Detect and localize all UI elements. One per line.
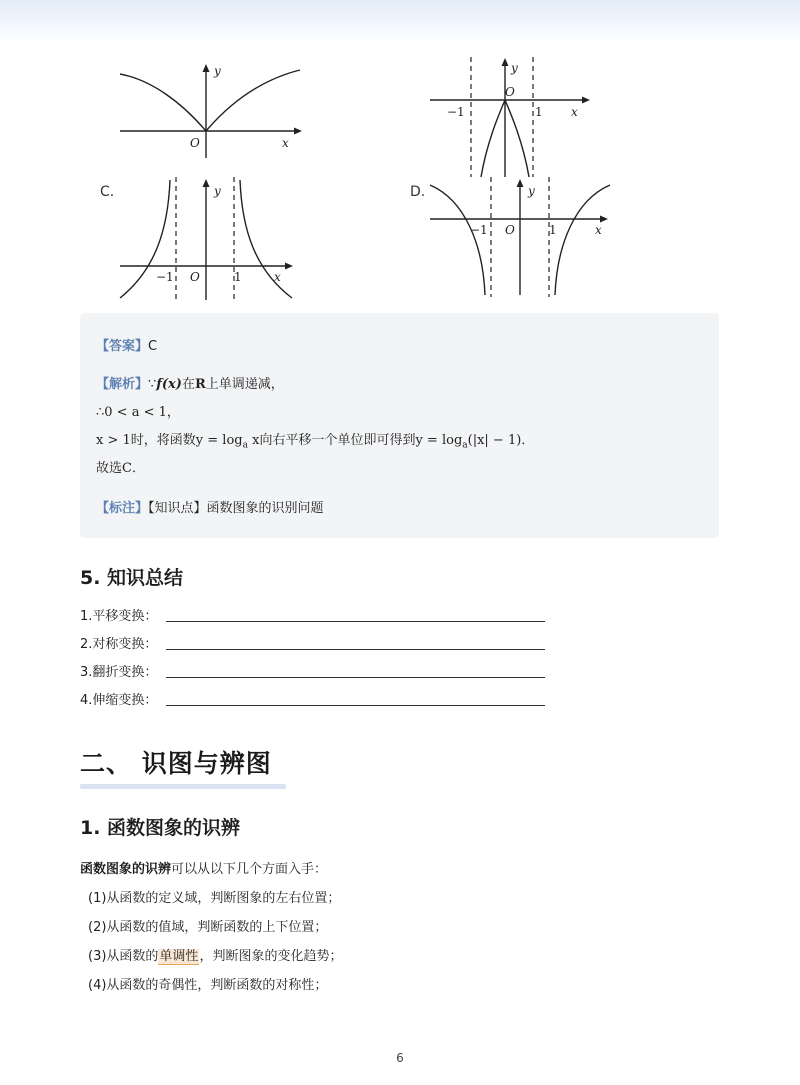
reals-symbol: R — [194, 377, 206, 392]
list-item-3-prefix: (3)从函数的 — [88, 949, 159, 964]
analysis-line-3 — [96, 429, 534, 451]
summary-blank-3[interactable] — [166, 677, 545, 678]
curve-left — [481, 100, 505, 177]
highlight-monotonicity: 单调性 — [159, 949, 199, 964]
list-item-2: (2)从函数的值域，判断函数的上下位置； — [88, 920, 328, 935]
note-text: 【知识点】函数图象的识别问题 — [148, 501, 324, 516]
x-label: x — [595, 223, 602, 237]
line4-end: ． — [131, 461, 145, 476]
section-heading: 二、 识图与辨图 — [80, 749, 272, 778]
graph-a-svg — [110, 58, 310, 158]
answer-value: C — [148, 339, 158, 354]
option-c-label: C. — [100, 184, 115, 200]
section-heading-underline — [80, 784, 286, 789]
origin-label: O — [505, 223, 515, 237]
intro-paragraph — [80, 858, 327, 877]
x-axis-arrow — [285, 263, 293, 270]
x-label: x — [274, 270, 281, 284]
page-number: 6 — [396, 1051, 404, 1065]
log-func-2: y = log — [415, 433, 463, 448]
graph-c-svg — [110, 175, 300, 300]
summary-item-4: 4.伸缩变换： — [80, 693, 158, 708]
x-axis-arrow — [582, 97, 590, 104]
intro-bold: 函数图象的识辨 — [80, 862, 172, 877]
list-item-3 — [88, 945, 342, 964]
neg-one-label: −1 — [470, 223, 488, 237]
text-shift-b: 向右平移一个单位即可得到 — [259, 433, 416, 448]
y-label: y — [528, 184, 535, 198]
summary-blank-1[interactable] — [166, 621, 545, 622]
log-base-2: a — [462, 440, 468, 451]
y-axis-arrow — [502, 58, 509, 66]
chosen-value: C — [122, 461, 132, 476]
log-base-1: a — [242, 440, 248, 451]
log-func-1: y = log — [195, 433, 243, 448]
summary-heading: 5. 知识总结 — [80, 567, 184, 589]
text-decreasing: 上单调递减， — [205, 377, 284, 392]
condition: x > 1 — [96, 433, 131, 448]
text-zai: 在 — [181, 377, 195, 392]
answer-line — [96, 335, 157, 354]
curve-right — [505, 100, 529, 177]
analysis-line-2: ∴0 < a < 1， — [96, 405, 180, 420]
origin-label: O — [505, 85, 515, 99]
graph-d — [425, 175, 615, 300]
intro-rest: 可以从以下几个方面入手： — [171, 862, 328, 877]
sub-heading: 1. 函数图象的识辨 — [80, 817, 241, 839]
origin-label: O — [190, 136, 200, 150]
summary-blank-2[interactable] — [166, 649, 545, 650]
y-label: y — [511, 61, 518, 75]
option-d-label: D. — [410, 184, 426, 200]
answer-box — [80, 313, 719, 538]
summary-item-2: 2.对称变换： — [80, 637, 158, 652]
analysis-line-1 — [96, 373, 284, 392]
page-header-band — [0, 0, 800, 42]
log-var: x — [247, 433, 260, 448]
x-label: x — [571, 105, 578, 119]
graph-d-svg — [425, 175, 615, 300]
analysis-tag: 【解析】 — [96, 377, 149, 392]
x-label: x — [282, 136, 289, 150]
y-label: y — [214, 184, 221, 198]
note-tag: 【标注】 — [96, 501, 149, 516]
analysis-line-4 — [96, 457, 145, 476]
neg-one-label: −1 — [156, 270, 174, 284]
curve-left — [430, 185, 485, 295]
function-fx: f(x) — [156, 377, 182, 392]
summary-item-1: 1.平移变换： — [80, 609, 158, 624]
curve-right — [555, 185, 610, 295]
graph-a — [110, 58, 310, 158]
one-label: 1 — [234, 270, 242, 284]
y-axis-arrow — [203, 64, 210, 72]
y-label: y — [214, 64, 221, 78]
one-label: 1 — [535, 105, 543, 119]
neg-one-label: −1 — [447, 105, 465, 119]
graph-c — [110, 175, 300, 300]
log-arg: (|x| − 1) — [467, 433, 522, 448]
x-axis-arrow — [294, 128, 302, 135]
text-choose: 故选 — [96, 461, 123, 476]
y-axis-arrow — [203, 179, 210, 187]
note-line — [96, 497, 324, 516]
list-item-1: (1)从函数的定义域，判断图象的左右位置； — [88, 891, 341, 906]
curve-left — [120, 74, 206, 131]
summary-blank-4[interactable] — [166, 705, 545, 706]
list-item-4: (4)从函数的奇偶性，判断函数的对称性； — [88, 978, 328, 993]
x-axis-arrow — [600, 216, 608, 223]
text-shift-a: 时，将函数 — [130, 433, 196, 448]
graph-b-svg — [425, 52, 595, 177]
list-item-3-rest: ，判断图象的变化趋势； — [199, 949, 343, 964]
y-axis-arrow — [517, 179, 524, 187]
because-symbol: ∵ — [148, 377, 157, 392]
curve-right — [206, 70, 300, 131]
summary-item-3: 3.翻折变换： — [80, 665, 158, 680]
one-label: 1 — [549, 223, 557, 237]
origin-label: O — [190, 270, 200, 284]
graph-b — [425, 52, 595, 177]
line3-end: ． — [521, 433, 535, 448]
answer-tag: 【答案】 — [96, 339, 149, 354]
curve-right — [240, 180, 292, 298]
